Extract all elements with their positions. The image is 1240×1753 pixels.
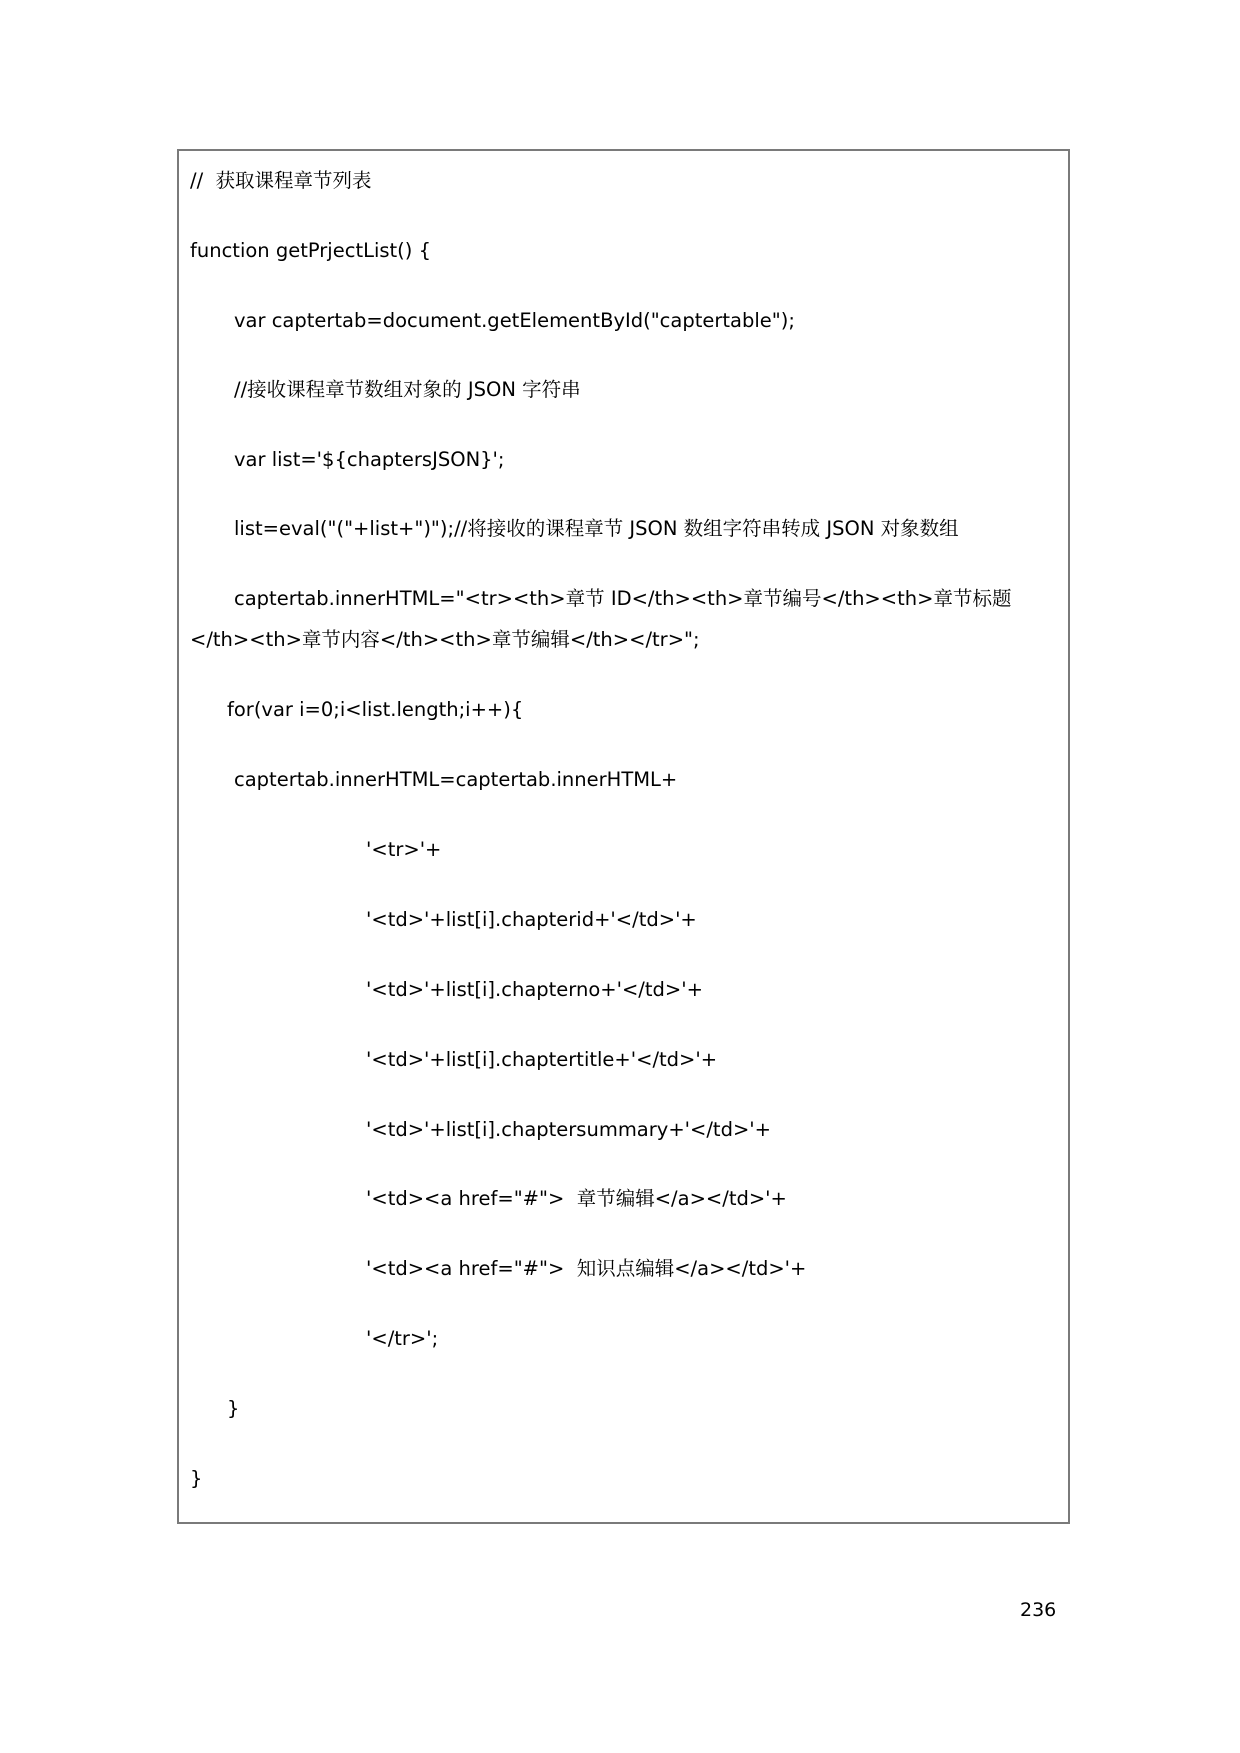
code-line: var list='${chaptersJSON}'; xyxy=(234,448,505,471)
code-line: for(var i=0;i<list.length;i++){ xyxy=(227,698,524,721)
code-line: </th><th>章节内容</th><th>章节编辑</th></tr>"; xyxy=(190,628,700,651)
code-line: '<td>'+list[i].chapterid+'</td>'+ xyxy=(366,908,697,931)
code-line: '<td>'+list[i].chaptersummary+'</td>'+ xyxy=(366,1118,771,1141)
code-line: '<td><a href="#"> 章节编辑</a></td>'+ xyxy=(366,1187,787,1210)
code-line: '<td><a href="#"> 知识点编辑</a></td>'+ xyxy=(366,1257,807,1280)
code-line: function getPrjectList() { xyxy=(190,239,431,262)
code-line: //接收课程章节数组对象的 JSON 字符串 xyxy=(234,378,581,401)
code-line: '<td>'+list[i].chapterno+'</td>'+ xyxy=(366,978,703,1001)
code-line: captertab.innerHTML=captertab.innerHTML+ xyxy=(234,768,678,791)
code-line: var captertab=document.getElementById("captertable"); xyxy=(234,309,795,332)
code-line: } xyxy=(190,1467,203,1490)
code-line: '<td>'+list[i].chaptertitle+'</td>'+ xyxy=(366,1048,718,1071)
code-listing-box xyxy=(177,149,1070,1524)
code-line: } xyxy=(227,1397,240,1420)
code-line: '</tr>'; xyxy=(366,1327,439,1350)
code-line: captertab.innerHTML="<tr><th>章节 ID</th><th>章节编号</th><th>章节标题 xyxy=(234,587,1012,610)
code-line: '<tr>'+ xyxy=(366,838,442,861)
code-line: // 获取课程章节列表 xyxy=(190,169,372,192)
page-number: 236 xyxy=(1020,1599,1057,1621)
code-line: list=eval("("+list+")");//将接收的课程章节 JSON 数组字符串转成 JSON 对象数组 xyxy=(234,517,959,540)
